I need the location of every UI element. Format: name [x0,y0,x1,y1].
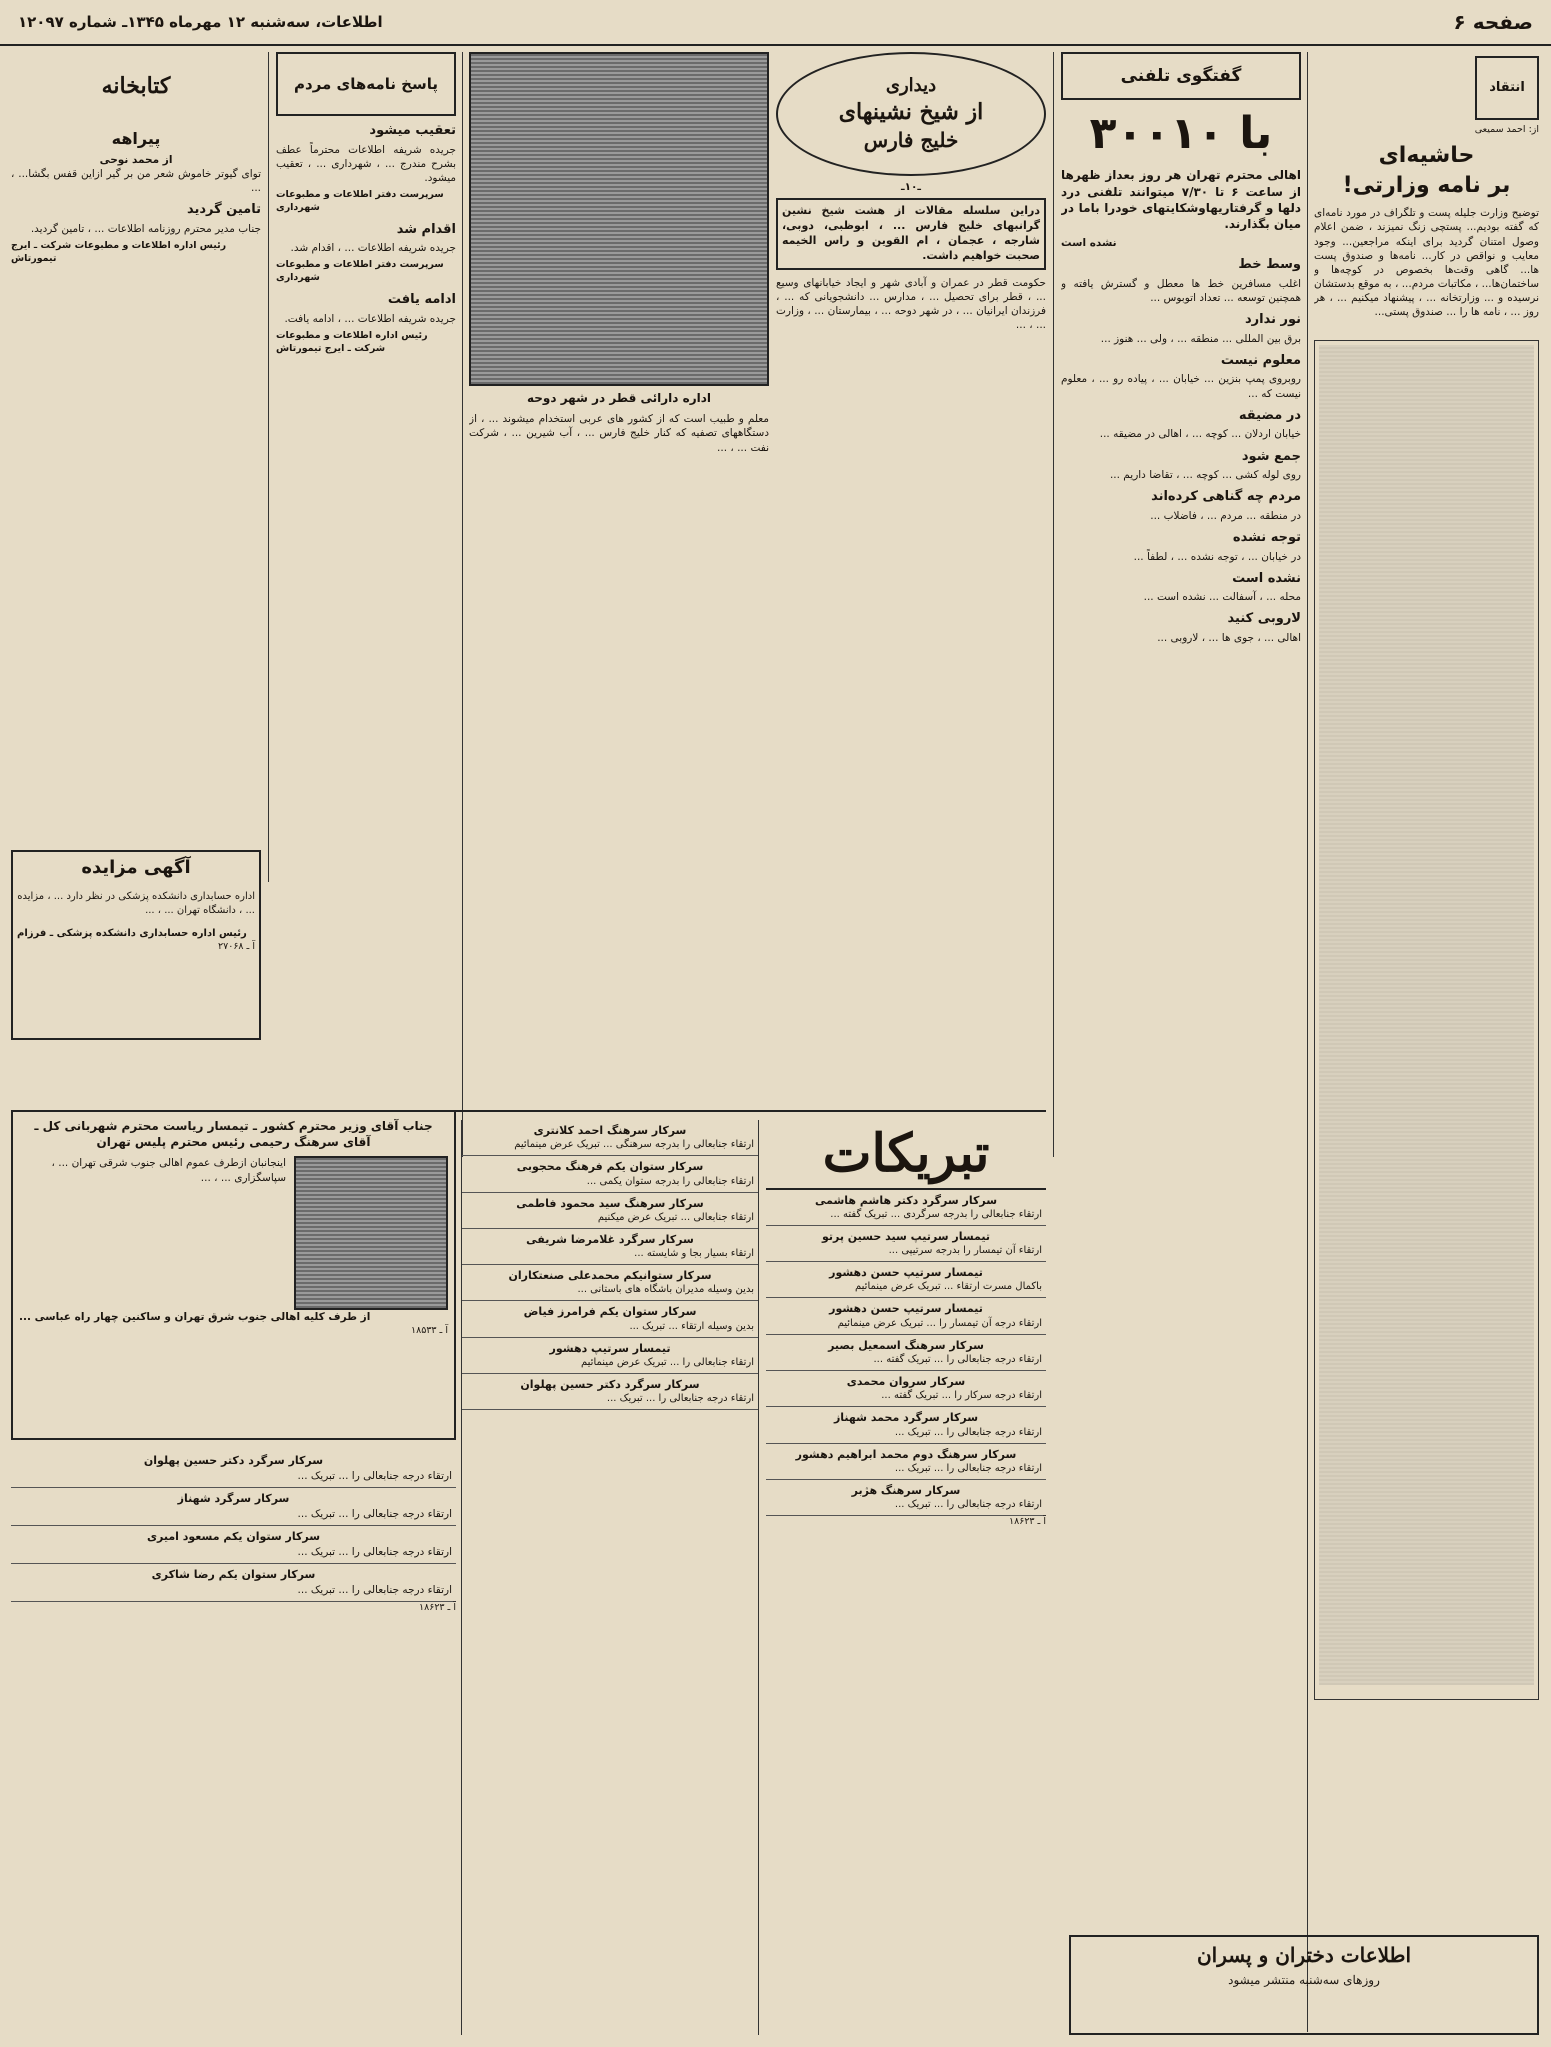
criticism-byline: از: احمد سمیعی [1474,124,1539,135]
section-body: در منطقه ... مردم ... ، فاضلاب ... [1150,509,1301,522]
congrats-item-body: ارتقاء درجه جنابعالی را ... تبریک ... [297,1507,452,1520]
police-notice [11,1110,456,1440]
section-body: روی لوله کشی ... کوچه ... ، تقاضا داریم ... [1109,469,1301,482]
section-title: نور ندارد [1244,312,1301,328]
congrats-item-title: سرکار سروان محمدی [846,1375,966,1389]
congrats-item-title: سرکار سرگرد غلامرضا شریفی [526,1232,694,1246]
congrats-block-2 [461,1120,759,2035]
criticism-title-2: بر نامه وزارتی! [1342,172,1511,198]
column-photo-article [469,52,769,1152]
congrats-item-body: ارتقاء آن تیمسار را بدرجه سرتیپی ... [888,1245,1042,1257]
section-body: برق بین المللی ... منطقه ... ، ولی ... هنوز ... [1100,332,1301,345]
section-body: اغلب مسافرین خط ها معطل و گسترش یافته و همچنین توسعه ... تعداد اتوبوس ... [1061,277,1301,305]
congrats-item-title: سرکار سرگرد محمد شهناز [833,1411,979,1425]
congrats-item-body: ارتقاء درجه جنابعالی را ... تبریک ... [894,1462,1042,1474]
congrats-item-body: ارتقاء درجه جنابعالی را ... تبریک ... [297,1545,452,1558]
masthead [0,0,1551,46]
congrats-ref-2: آ ـ ۱۸۶۲۳ [419,1602,456,1614]
phone-number-headline: با ۳۰۰۱۰ [1089,108,1273,159]
congrats-item-body: بدین وسیله مدیران باشگاه های باستانی ... [577,1284,754,1296]
poem-title: پیراهه [111,129,161,148]
phone-talk-lead: اهالی محترم تهران هر روز بعداز ظهرها از ساعت ۶ تا ۷/۳۰ میتوانند تلفنی درد دلها و گرفتاریهاوشکایتهای خودرا باما در میان بگذارند. [1061,168,1301,231]
criticism-title-1: حاشیه‌ای [1378,142,1475,168]
congrats-item-body: ارتقاء درجه جنابعالی را ... تبریک ... [297,1469,452,1482]
photo-caption: اداره دارائی قطر در شهر دوحه [526,391,711,405]
auction-title: آگهی مزایده [81,857,191,878]
footer-title: اطلاعات دختران و پسران [1196,1943,1412,1967]
section-body: روبروی پمپ بنزین ... خیابان ... ، پیاده رو ... ، معلوم نیست که ... [1061,373,1301,400]
criticism-body: توضیح وزارت جلیله پست و تلگراف در مورد نامه‌ای که گفته بودیم... پستچی زنگ نمیزند ، ضمن اعلام وصول امتنان گردید برای اینکه مراجعین... وجود معایب و نواقص در کار... نامه‌ها و صندوق پست ها... گاهی وقت‌ها بخصوص در کوچه‌ها و ساختمان‌ها... ، مکاتبات مردم... ، به موقع بدستشان نرسیده و ... وزارتخانه ... ، پیشنهاد میکنیم ... ، هر روز ... ، نامه ها را ... صندوق پستی... [1314,207,1539,319]
congrats-item-body: ارتقاء درجه جنابعالی را ... تبریک ... [606,1393,754,1405]
letter-body: جریده شریفه اطلاعات ... ، ادامه یافت. [284,312,456,325]
lead-sign: نشده است [1061,237,1117,250]
footer-box [1069,1935,1539,2035]
auction-ref: آ ـ ۲۷۰۶۸ [218,940,255,952]
congrats-item-title: تیمسار سرتیپ حسن دهشور [829,1266,983,1280]
column-letters [276,52,456,1157]
congrats-item-title: سرکار ستوان یکم فرامرز فیاض [523,1305,697,1319]
congrats-item-title: سرکار سرهنگ اسمعیل بصیر [828,1338,984,1352]
congrats-item [766,1190,1046,1226]
congrats-item-title: سرکار سرهنگ دوم محمد ابراهیم دهشور [795,1447,1017,1461]
section-title: لاروبی کنید [1227,611,1301,627]
letters-logo: پاسخ نامه‌های مردم [276,52,456,116]
congrats-item [11,1450,456,1488]
congrats-item-title: سرکار سرهنگ سید محمود فاطمی [516,1196,704,1210]
congrats-item [462,1193,758,1229]
title-mid: از شیخ نشینهای [838,98,984,125]
poem-author: از محمد نوحی [99,153,173,166]
congrats-item-title: سرکار سرگرد دکتر هاشم هاشمی [814,1193,998,1207]
column-gulf-article [776,52,1046,1152]
divider [1307,52,1308,2032]
letter-body: جریده شریفه اطلاعات محترماً عطف بشرح مندرج ... ، شهرداری ... ، تعقیب میشود. [276,143,456,184]
horizontal-rule [11,1110,1046,1112]
congrats-item-title: سرکار ستوان یکم فرهنگ محجوبی [516,1160,704,1174]
congrats-item [462,1265,758,1301]
congrats-item-body: ارتقاء بسیار بجا و شایسته ... [634,1248,754,1260]
congrats-item [766,1371,1046,1407]
police-ref: آ ـ ۱۸۵۳۳ [411,1324,448,1336]
title-top: دیداری [885,74,937,96]
congrats-item-title: سرکار سرگرد شهناز [177,1492,290,1506]
title-bot: خلیج فارس [863,128,959,153]
congrats-item [462,1156,758,1192]
letter-sign: سرپرست دفتر اطلاعات و مطبوعات شهرداری [276,259,444,284]
divider [268,52,269,882]
congrats-item-body: ارتقاء جنابعالی ... تبریک عرض میکنیم [597,1211,754,1223]
congrats-item-body: ارتقاء درجه جنابعالی را ... تبریک ... [894,1499,1042,1511]
gulf-title-box [776,52,1046,176]
congrats-ref: آ ـ ۱۸۶۲۳ [1009,1516,1046,1528]
congrats-item-body: ارتقاء درجه سرکار را ... تبریک گفته ... [881,1390,1042,1402]
congrats-item [766,1335,1046,1371]
congrats-item-body: ارتقاء جنابعالی را بدرجه سرهنگی ... تبریک عرض مینمائیم [514,1139,754,1151]
tamin-sign: رئیس اداره اطلاعات و مطبوعات شرکت ـ ایرج تیمورتاش [11,239,227,264]
photo-article-body: معلم و طبیب است که از کشور های عربی استخدام میشوند ... ، از دستگاههای تصفیه که کنار خلیج فارس ... ، آب شیرین ... ، شرکت نفت ... ، ... [469,413,769,454]
congrats-item-title: سرکار ستوان یکم رضا شاکری [151,1568,316,1582]
divider [462,52,463,1157]
section-body: محله ... ، آسفالت ... نشده است ... [1143,591,1301,604]
congrats-item [462,1338,758,1374]
congrats-item-title: سرکار سرهنگ احمد کلانتری [533,1124,687,1137]
letter-body: جریده شریفه اطلاعات ... ، اقدام شد. [290,242,456,255]
congrats-item-title: سرکار سرگرد دکتر حسین پهلوان [520,1378,700,1392]
congrats-item [766,1480,1046,1516]
congrats-item [766,1262,1046,1298]
series-intro: دراین سلسله مقالات از هشت شیخ نشین گرانبهای خلیج فارس ... ، ابوظبی، دوبی، شارجه ، عجمان ، ام القوین و راس الخیمه صحبت خواهیم داشت. [776,198,1046,269]
congrats-item-title: سرکار ستوان یکم مسعود امیری [146,1530,321,1544]
congrats-item [462,1374,758,1410]
congrats-item-body: ارتقاء جنابعالی را بدرجه سرگردی ... تبریک گفته ... [830,1208,1042,1220]
tamin-body: جناب مدیر محترم روزنامه اطلاعات ... ، تامین گردید. [30,222,261,235]
congrats-item [462,1301,758,1337]
congrats-item [11,1564,456,1602]
congrats-item-body: ارتقاء جنابعالی را ... تبریک عرض مینمائیم [581,1357,754,1369]
congrats-item [11,1526,456,1564]
column-criticism [1314,52,1539,2032]
auction-body: اداره حسابداری دانشکده پزشکی در نظر دارد ... ، مزایده ... ، دانشگاه تهران ... ، ... [17,891,255,916]
congrats-item-title: سرکار ستوانیکم محمدعلی صنعتکاران [508,1269,712,1283]
congrats-item [766,1226,1046,1262]
congrats-title: تبریکات [766,1120,1046,1190]
officer-photo [294,1156,448,1310]
divider [1053,52,1054,1157]
section-body: خیابان اردلان ... کوچه ... ، اهالی در مضیقه ... [1099,428,1301,441]
section-body: اهالی ... ، جوی ها ... ، لاروبی ... [1157,631,1301,644]
criticism-logo: انتقاد [1475,56,1539,120]
section-title: در مضیقه [1238,407,1301,423]
congrats-item-title: تیمسار سرتیپ دهشور [549,1341,671,1355]
phone-talk-logo: گفتگوی تلفنی [1061,52,1301,100]
library-logo: کتابخانه [101,73,171,100]
section-title: معلوم نیست [1220,352,1301,368]
section-body: در خیابان ... ، توجه نشده ... ، لطفاً ... [1133,550,1301,563]
congrats-item-title: سرکار سرگرد دکتر حسین پهلوان [143,1454,324,1467]
letter-title: اقدام شد [396,221,456,237]
congrats-item-body: ارتقاء جنابعالی را بدرجه ستوان یکمی ... [586,1175,754,1187]
footer-subtitle: روزهای سه‌شنبه منتشر میشود [1228,1973,1380,1987]
police-sign: از طرف کلیه اهالی جنوب شرق تهران و ساکنین چهار راه عباسی ... [19,1311,371,1324]
letter-title: تعقیب میشود [369,123,456,138]
police-title: جناب آقای وزیر محترم کشور ـ تیمسار ریاست محترم شهربانی کل ـ آقای سرهنگ رحیمی رئیس محترم پلیس تهران [34,1119,433,1150]
congrats-item [462,1229,758,1265]
congrats-item-body: باکمال مسرت ارتقاء ... تبریک عرض مینمائیم [854,1281,1042,1293]
congrats-block-3 [11,1450,456,2035]
congrats-item [462,1120,758,1156]
letter-sign: رئیس اداره اطلاعات و مطبوعات شرکت ـ ایرج تیمورتاش [276,329,428,354]
criticism-continued [1314,340,1539,1700]
congrats-block [766,1120,1046,2035]
congrats-item [766,1298,1046,1334]
section-title: مردم چه گناهی کرده‌اند [1151,489,1301,505]
page-label: صفحه ۶ [1453,10,1533,34]
issue-line: اطلاعات، سه‌شنبه ۱۲ مهرماه ۱۳۴۵ـ شماره ۱۲۰۹۷ [18,13,383,31]
congrats-item-title: تیمسار سرتیپ سید حسین پرتو [821,1229,991,1243]
auction-sign: رئیس اداره حسابداری دانشکده پزشکی ـ فرزام [17,928,247,940]
congrats-item [11,1488,456,1526]
congrats-item [766,1444,1046,1480]
congrats-item-body: بدین وسیله ارتقاء ... تبریک ... [629,1320,754,1332]
section-title: جمع شود [1241,448,1301,464]
congrats-item [766,1407,1046,1443]
letter-title: ادامه یافت [387,292,456,308]
police-body: اینجانبان ازطرف عموم اهالی جنوب شرقی تهران ... ، سپاسگزاری ... ، ... [51,1157,286,1184]
gulf-body: حکومت قطر در عمران و آبادی شهر و ایجاد خیابانهای وسیع ... ، قطر برای تحصیل ... ، مدارس ... دانشجویانی که ... ، فرزندان ایرانیان ... ، در شهر دوحه ... ، بیمارستان ... ، وزارت ... ، ... [776,276,1046,332]
congrats-item-title: تیمسار سرتیپ حسن دهشور [829,1302,983,1316]
doha-building-photo [469,52,769,386]
column-phone-talk [1061,52,1301,2032]
episode-number: ـ۱۰ـ [900,181,921,193]
letter-sign: سرپرست دفتر اطلاعات و مطبوعات شهرداری [276,189,444,213]
congrats-item-body: ارتقاء درجه جنابعالی را ... تبریک گفته ... [873,1354,1042,1366]
section-title: وسط خط [1238,257,1301,273]
auction-notice [11,850,261,1040]
section-title: توجه نشده [1232,529,1301,545]
tamin-title: تامین گردید [186,202,261,218]
poem-body: توای گیوتر خاموش شعر من بر گیر ازاین قفس بگشا... ، ... [11,167,261,194]
text-block-filler [1319,345,1534,1685]
congrats-item-title: سرکار سرهنگ هژبر [851,1483,961,1497]
section-title: نشده است [1232,570,1301,586]
congrats-item-body: ارتقاء درجه جنابعالی را ... تبریک ... [894,1426,1042,1438]
column-library [11,52,261,882]
congrats-item-body: ارتقاء درجه جنابعالی را ... تبریک ... [297,1583,452,1596]
congrats-item-body: ارتقاء درجه آن تیمسار را ... تبریک عرض مینمائیم [837,1317,1042,1329]
